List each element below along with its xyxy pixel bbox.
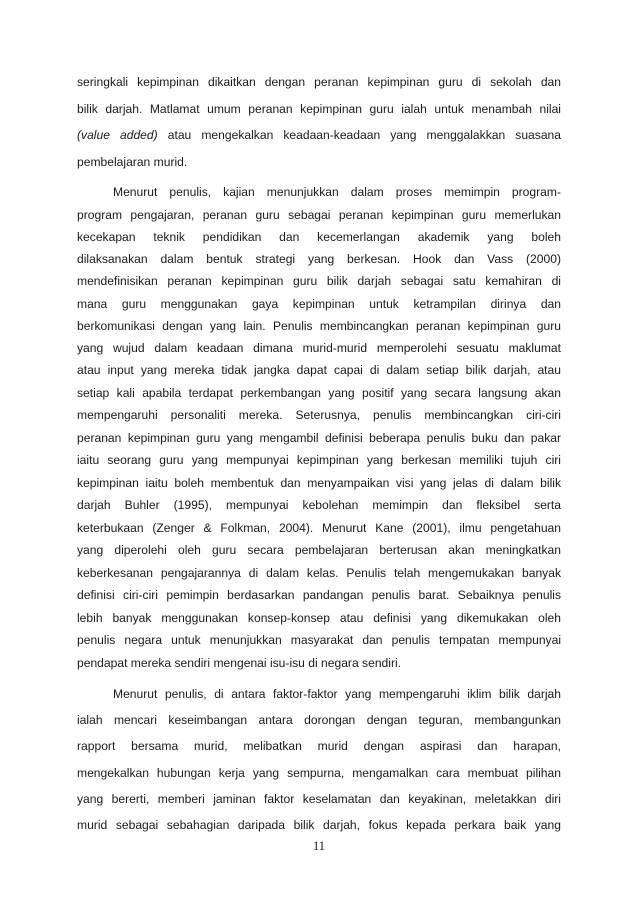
text-line: atau input yang mereka tidak jangka dapat capai di dalam setiap bilik darjah, atau: [77, 363, 561, 377]
text-line: darjah Buhler (1995), mempunyai kebolehan memimpin dan fleksibel serta: [77, 498, 561, 512]
text-line: iaitu seorang guru yang mempunyai kepimpinan yang berkesan memiliki tujuh ciri: [77, 453, 561, 467]
italic-phrase: (value added): [77, 128, 158, 142]
text-line: ialah mencari keseimbangan antara dorongan dengan teguran, membangunkan: [77, 713, 561, 727]
text-line: mendefinisikan peranan kepimpinan guru bilik darjah sebagai satu kemahiran di: [77, 274, 561, 288]
text-line: definisi ciri-ciri pemimpin berdasarkan pandangan penulis barat. Sebaiknya penulis: [77, 588, 561, 602]
text-line: mempengaruhi personaliti mereka. Seterusnya, penulis membincangkan ciri-ciri: [77, 408, 561, 422]
text-line: mengekalkan hubungan kerja yang sempurna, mengamalkan cara membuat pilihan: [77, 766, 561, 780]
text-line: kepimpinan iaitu boleh membentuk dan menyampaikan visi yang jelas di dalam bilik: [77, 476, 561, 490]
text-line: peranan kepimpinan guru yang mengambil definisi beberapa penulis buku dan pakar: [77, 431, 561, 445]
text-line: keberkesanan pengajarannya di dalam kelas. Penulis telah mengemukakan banyak: [77, 566, 561, 580]
text-line: pendapat mereka sendiri mengenai isu-isu di negara sendiri.: [77, 656, 402, 670]
text-line: lebih banyak menggunakan konsep-konsep atau definisi yang dikemukakan oleh: [77, 611, 561, 625]
text-line: penulis negara untuk menunjukkan masyarakat dan penulis tempatan mempunyai: [77, 633, 561, 647]
text-line: yang bererti, memberi jaminan faktor keselamatan dan keyakinan, meletakkan diri: [77, 792, 561, 806]
text-line: program pengajaran, peranan guru sebagai peranan kepimpinan guru memerlukan: [77, 208, 561, 222]
text-line: berkomunikasi dengan yang lain. Penulis membincangkan peranan kepimpinan guru: [77, 319, 561, 333]
text-line: bilik darjah. Matlamat umum peranan kepimpinan guru ialah untuk menambah nilai: [77, 102, 561, 116]
text-line: keterbukaan (Zenger & Folkman, 2004). Menurut Kane (2001), ilmu pengetahuan: [77, 521, 561, 535]
page-number: 11: [312, 839, 326, 853]
text-line: murid sebagai sebahagian daripada bilik darjah, fokus kepada perkara baik yang: [77, 818, 561, 832]
text-line: mana guru menggunakan gaya kepimpinan untuk ketrampilan dirinya dan: [77, 297, 561, 311]
text-line: Menurut penulis, kajian menunjukkan dalam proses memimpin program-: [113, 185, 561, 199]
text-line: setiap kali apabila terdapat perkembangan yang positif yang secara langsung akan: [77, 386, 561, 400]
text-line: yang diperolehi oleh guru secara pembelajaran berterusan akan meningkatkan: [77, 543, 561, 557]
text-line: Menurut penulis, di antara faktor-faktor yang mempengaruhi iklim bilik darjah: [113, 687, 561, 701]
text-line: rapport bersama murid, melibatkan murid dengan aspirasi dan harapan,: [77, 739, 561, 753]
text-line: dilaksanakan dalam bentuk strategi yang berkesan. Hook dan Vass (2000): [77, 252, 561, 266]
text-line: yang wujud dalam keadaan dimana murid-murid memperolehi sesuatu maklumat: [77, 341, 561, 355]
text-line-rest: atau mengekalkan keadaan-keadaan yang menggalakkan suasana: [167, 128, 561, 142]
text-line: pembelajaran murid.: [77, 155, 188, 169]
text-line: kecekapan teknik pendidikan dan kecemerlangan akademik yang boleh: [77, 230, 561, 244]
text-line: [77, 127, 561, 143]
text-line: seringkali kepimpinan dikaitkan dengan peranan kepimpinan guru di sekolah dan: [77, 75, 561, 89]
